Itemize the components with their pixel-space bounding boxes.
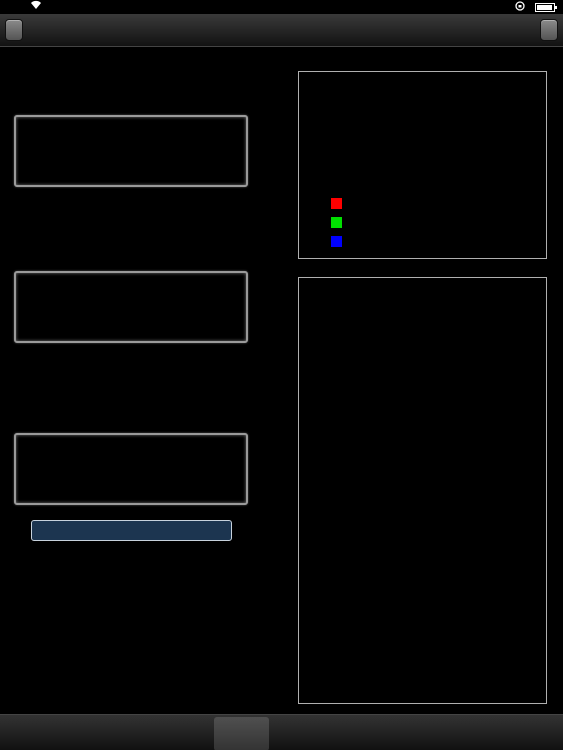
forecast-button[interactable] bbox=[540, 19, 558, 41]
tab-couple-mode[interactable] bbox=[294, 717, 349, 750]
battery-icon bbox=[535, 3, 555, 12]
emotional-chart bbox=[14, 271, 248, 343]
blue-square-icon bbox=[331, 236, 342, 247]
stat-row bbox=[299, 153, 548, 167]
physical-chart bbox=[14, 115, 248, 187]
stat-row bbox=[299, 101, 548, 115]
stats-panel bbox=[298, 71, 547, 259]
stat-row bbox=[299, 88, 548, 102]
birthday-button[interactable] bbox=[5, 19, 23, 41]
stat-row bbox=[299, 114, 548, 128]
tab-single-mode[interactable] bbox=[214, 717, 269, 750]
physical-chart-plot bbox=[16, 117, 246, 185]
green-square-icon bbox=[331, 217, 342, 228]
description-panel[interactable] bbox=[298, 277, 547, 704]
wifi-icon bbox=[30, 0, 42, 13]
emotional-chart-plot bbox=[16, 273, 246, 341]
orientation-lock-icon bbox=[515, 1, 525, 14]
stat-row bbox=[299, 127, 548, 141]
current-date-button[interactable] bbox=[31, 520, 232, 541]
status-bar bbox=[0, 0, 563, 14]
intellectual-chart-plot bbox=[16, 435, 246, 503]
navigation-bar bbox=[0, 14, 563, 47]
intellectual-chart bbox=[14, 433, 248, 505]
tab-bar bbox=[0, 714, 563, 750]
red-square-icon bbox=[331, 198, 342, 209]
stat-row bbox=[299, 140, 548, 154]
